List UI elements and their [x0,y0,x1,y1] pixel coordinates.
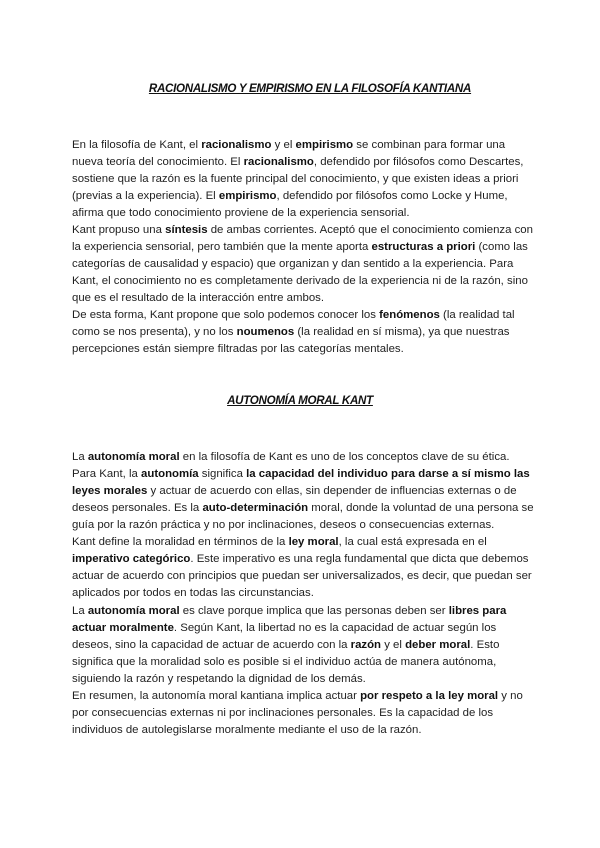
paragraph [72,307,534,358]
text-run: en la filosofía de Kant es uno de los conceptos clave de su ética. Para Kant, la [72,451,510,480]
bold-term: racionalismo [201,139,272,151]
text-run: Kant define la moralidad en términos de la [72,536,289,548]
bold-term: la capacidad del individuo para darse a sí mismo las leyes morales [72,468,530,497]
text-run: y actuar de acuerdo con ellas, sin depender de influencias externas o de deseos personales. Es la [72,485,517,514]
bold-term: noumenos [236,326,295,338]
bold-term: libres para actuar moralmente [72,605,507,634]
bold-term: empirismo [218,190,277,202]
bold-term: ley moral [288,536,339,548]
paragraph [72,137,534,222]
text-run: . Esto significa que la moralidad solo es posible si el individuo actúa de manera autónoma, siguiendo la razón y respetando la dignidad de los demás. [72,639,500,685]
text-run: , la cual está expresada en el [338,536,487,548]
text-run: se combinan para formar una nueva teoría del conocimiento. El [72,139,506,168]
paragraph [72,449,534,534]
text-run: . Este imperativo es una regla fundamental que dicta que debemos actuar de acuerdo con principios que puedan ser universalizados, es decir, que puedan ser aplicados por todos en todas las circunstancias. [72,553,532,599]
bold-term: autonomía [141,468,199,480]
text-run: (la realidad tal como se nos presenta), y no los [72,309,515,338]
bold-term: fenómenos [379,309,440,321]
bold-term: empirismo [295,139,354,151]
text-run: moral, donde la voluntad de una persona se guía por la razón práctica y no por inclinaciones, deseos o consecuencias externas. [72,502,534,531]
bold-term: deber moral [405,639,471,651]
bold-term: autonomía moral [87,605,180,617]
text-run: significa [198,468,247,480]
paragraph [72,534,534,602]
bold-term: síntesis [165,224,208,236]
bold-term: razón [350,639,382,651]
text-run: De esta forma, Kant propone que solo podemos conocer los [72,309,380,321]
paragraph [72,603,534,688]
paragraph [72,688,534,739]
text-run: La [72,451,88,463]
text-run: de ambas corrientes. Aceptó que el conocimiento comienza con la experiencia sensorial, pero también que la mente aporta [72,224,533,253]
text-run: (como las categorías de causalidad y espacio) que organizan y dan sentido a la experiencia. Para Kant, el conocimiento no es completamente derivado de la experiencia ni de la razón, sino que es el resultado de la interacción entre ambos. [72,241,528,304]
text-run: y el [381,639,406,651]
text-run: y el [271,139,296,151]
text-run: es clave porque implica que las personas deben ser [179,605,449,617]
text-run: y no por consecuencias externas ni por inclinaciones personales. Es la capacidad de los individuos de autolegislarse moralmente mediante el uso de la razón. [72,690,523,736]
bold-term: imperativo categórico [72,553,191,565]
paragraph [72,222,534,307]
text-run: En resumen, la autonomía moral kantiana implica actuar [72,690,361,702]
text-run: (la realidad en sí misma), ya que nuestras percepciones están siempre filtradas por las categorías mentales. [72,326,510,355]
section-title-racionalismo-empirismo: RACIONALISMO Y EMPIRISMO EN LA FILOSOFÍA KANTIANA [148,82,472,95]
text-run: La [72,605,88,617]
bold-term: por respeto a la ley moral [360,690,499,702]
bold-term: autonomía moral [87,451,180,463]
text-run: , defendido por filósofos como Locke y Hume, afirma que todo conocimiento proviene de la experiencia sensorial. [72,190,508,219]
bold-term: racionalismo [243,156,314,168]
bold-term: auto-determinación [202,502,309,514]
text-run: En la filosofía de Kant, el [72,139,202,151]
text-run: . Según Kant, la libertad no es la capacidad de actuar según los deseos, sino la capacidad de actuar de acuerdo con la [72,622,497,651]
bold-term: estructuras a priori [371,241,476,253]
text-run: , defendido por filósofos como Descartes, sostiene que la razón es la fuente principal del conocimiento, y que existen ideas a priori (previas a la experiencia). El [72,156,524,202]
text-run: Kant propuso una [72,224,166,236]
section-title-autonomia-moral: AUTONOMÍA MORAL KANT [227,394,373,407]
